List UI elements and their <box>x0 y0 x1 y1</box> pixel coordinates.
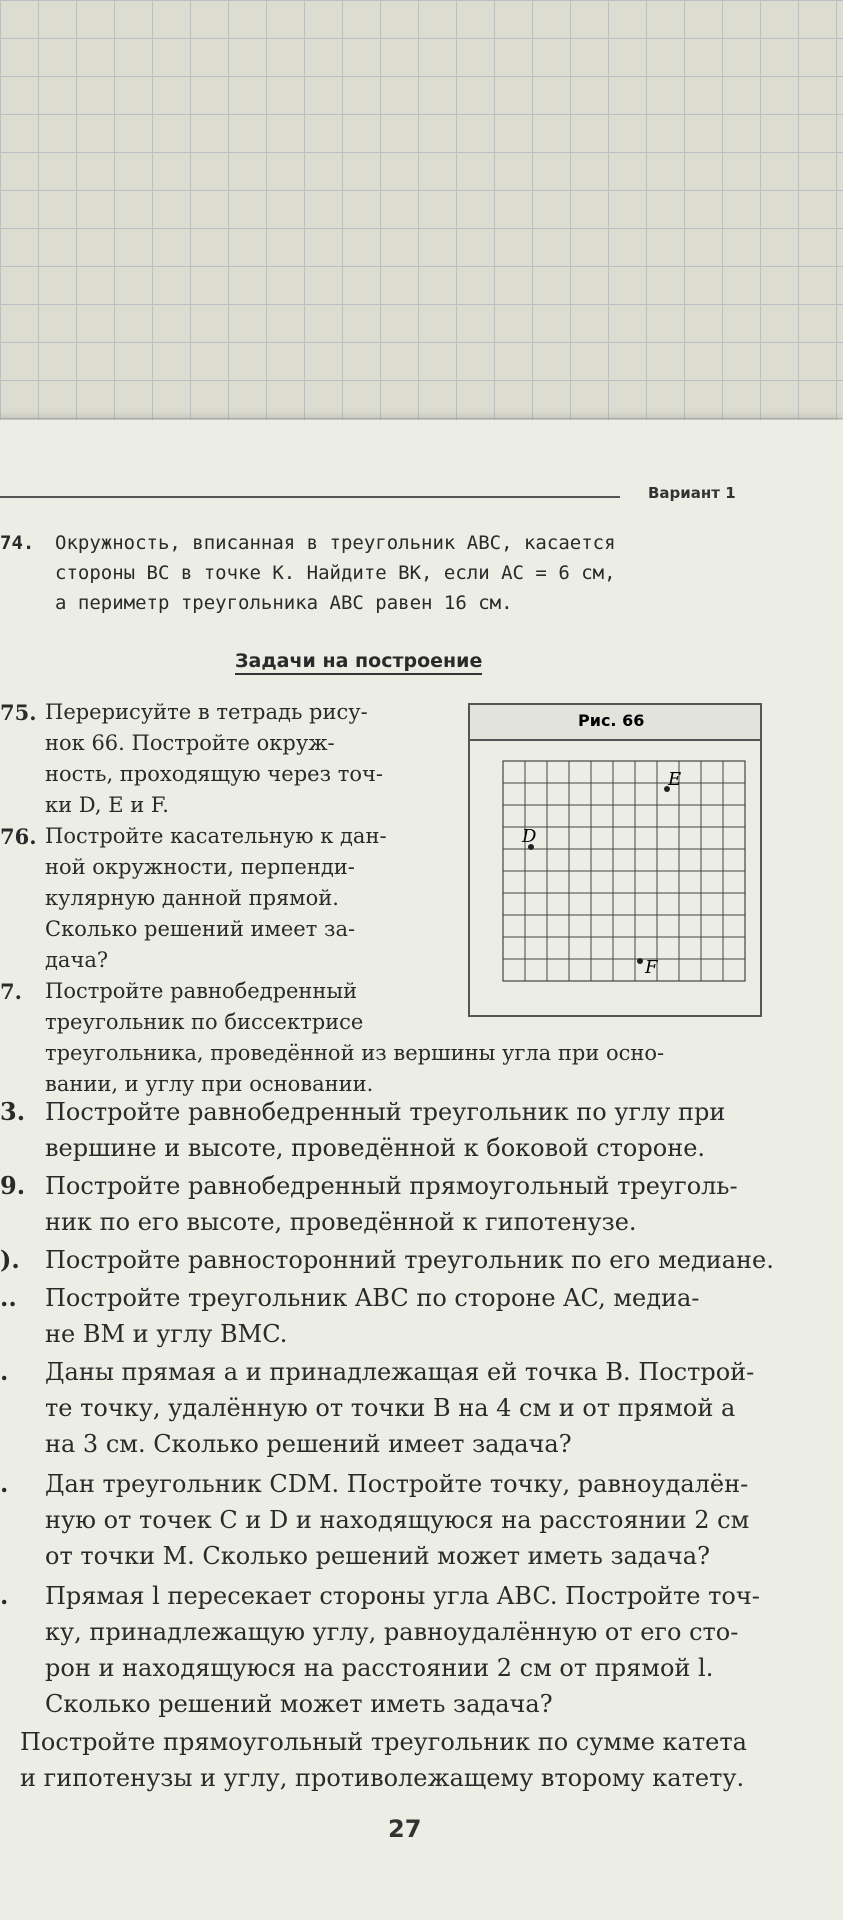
task-number: ). <box>0 1245 20 1274</box>
task-line: ность, проходящую через точ- <box>45 762 383 786</box>
task-line: стороны BC в точке K. Найдите BK, если AC = 6 см, <box>55 562 616 584</box>
task-line: ной окружности, перпенди- <box>45 855 355 879</box>
task-line: Дан треугольник CDM. Постройте точку, равноудалён- <box>45 1470 749 1498</box>
task-line: на 3 см. Сколько решений имеет задача? <box>45 1430 572 1458</box>
task-line: не BM и углу BMC. <box>45 1320 288 1348</box>
task-line: Постройте равнобедренный треугольник по углу при <box>45 1098 726 1126</box>
task-number: . <box>0 1357 9 1386</box>
point-d-label: D <box>522 826 537 847</box>
task-number: 7. <box>0 979 22 1004</box>
task-line: Перерисуйте в тетрадь рису- <box>45 700 368 724</box>
task-line: Постройте равносторонний треугольник по его медиане. <box>45 1246 774 1274</box>
task-line: ник по его высоте, проведённой к гипотенузе. <box>45 1208 637 1236</box>
task-line: и гипотенузы и углу, противолежащему второму катету. <box>20 1764 745 1792</box>
task-number: 9. <box>0 1171 26 1200</box>
task-line: кулярную данной прямой. <box>45 886 339 910</box>
point-f-label: F <box>645 957 658 978</box>
variant-label: Вариант 1 <box>648 484 736 502</box>
task-line: Постройте равнобедренный <box>45 979 358 1003</box>
section-title: Задачи на построение <box>235 650 482 675</box>
task-line: ки D, E и F. <box>45 793 169 817</box>
task-line: Сколько решений имеет за- <box>45 917 356 941</box>
figure-caption-bar <box>470 705 760 741</box>
task-line: Прямая l пересекает стороны угла ABC. Постройте точ- <box>45 1582 760 1610</box>
task-line: Даны прямая a и принадлежащая ей точка B. Построй- <box>45 1358 755 1386</box>
task-line: нок 66. Постройте окруж- <box>45 731 335 755</box>
task-line: вершине и высоте, проведённой к боковой стороне. <box>45 1134 706 1162</box>
task-number: 75. <box>0 700 37 725</box>
textbook-page <box>0 420 843 1920</box>
task-line: рон и находящуюся на расстоянии 2 см от прямой l. <box>45 1654 714 1682</box>
task-number: 74. <box>0 532 35 554</box>
task-number: . <box>0 1581 9 1610</box>
task-line: Постройте прямоугольный треугольник по сумме катета <box>20 1728 747 1756</box>
task-line: от точки M. Сколько решений может иметь задача? <box>45 1542 710 1570</box>
task-line: Сколько решений может иметь задача? <box>45 1690 553 1718</box>
task-line: Постройте касательную к дан- <box>45 824 387 848</box>
task-line: треугольника, проведённой из вершины угла при осно- <box>45 1041 665 1065</box>
task-number: .. <box>0 1283 17 1312</box>
figure-66 <box>468 703 762 1017</box>
figure-caption: Рис. 66 <box>578 711 645 730</box>
header-rule <box>0 496 620 498</box>
task-line: ную от точек C и D и находящуюся на расстоянии 2 см <box>45 1506 750 1534</box>
page-number: 27 <box>388 1815 422 1843</box>
point-e-label: E <box>668 769 682 790</box>
task-line: дача? <box>45 948 109 972</box>
task-line: Постройте равнобедренный прямоугольный треуголь- <box>45 1172 738 1200</box>
task-line: треугольник по биссектрисе <box>45 1010 364 1034</box>
task-line: а периметр треугольника ABC равен 16 см. <box>55 592 513 614</box>
task-number: . <box>0 1469 9 1498</box>
task-line: Окружность, вписанная в треугольник ABC, касается <box>55 532 616 554</box>
task-line: ку, принадлежащую углу, равноудалённую от его сто- <box>45 1618 739 1646</box>
task-line: те точку, удалённую от точки B на 4 см и от прямой a <box>45 1394 736 1422</box>
task-line: Постройте треугольник ABC по стороне AC, медиа- <box>45 1284 700 1312</box>
task-number: 3. <box>0 1097 26 1126</box>
task-number: 76. <box>0 824 37 849</box>
figure-grid <box>470 741 760 1011</box>
task-line: вании, и углу при основании. <box>45 1072 374 1096</box>
